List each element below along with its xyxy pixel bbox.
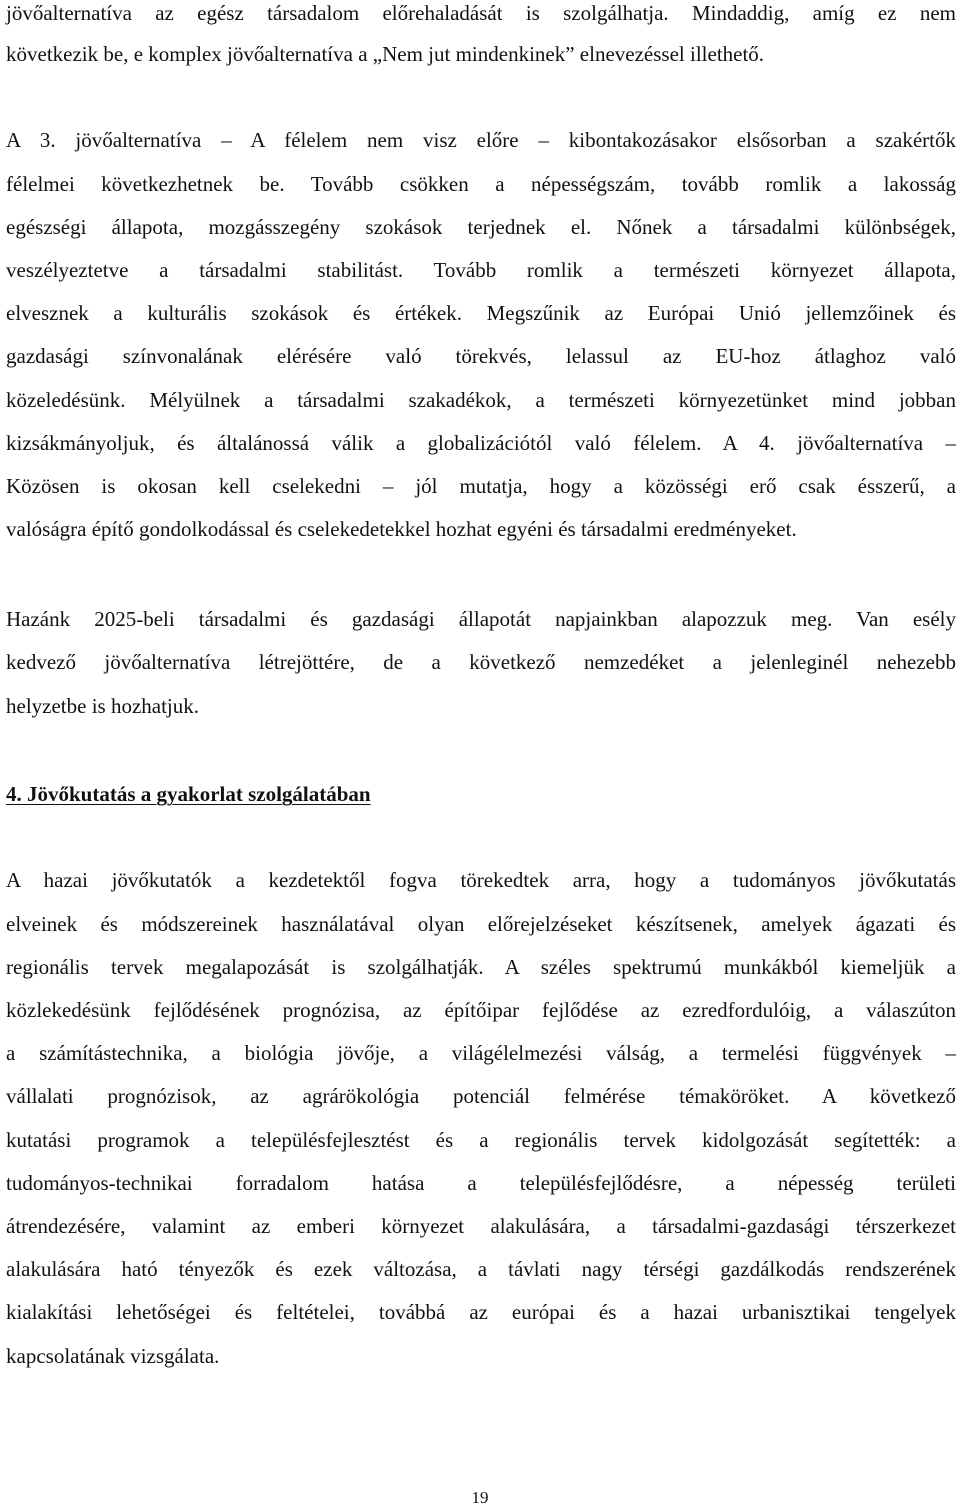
- text-line: veszélyeztetve a társadalmi stabilitást. Tovább romlik a természeti környezet állapota,: [6, 258, 956, 282]
- text-line: következik be, e komplex jövőalternatíva a „Nem jut mindenkinek” elnevezéssel illethető.: [6, 42, 765, 66]
- text-line: gazdasági színvonalának elérésére való törekvés, lelassul az EU-hoz átlaghoz való: [6, 344, 956, 368]
- text-line: egészségi állapota, mozgásszegény szokások terjednek el. Nőnek a társadalmi különbségek,: [6, 215, 956, 239]
- text-line: kizsákmányoljuk, és általánossá válik a globalizációtól való félelem. A 4. jövőalternatíva –: [6, 431, 956, 455]
- text-line: elvesznek a kulturális szokások és értékek. Megszűnik az Európai Unió jellemzőinek és: [6, 301, 956, 325]
- text-line: A hazai jövőkutatók a kezdetektől fogva törekedtek arra, hogy a tudományos jövőkutatás: [6, 868, 956, 892]
- text-line: elveinek és módszereinek használatával olyan előrejelzéseket készítsenek, amelyek ágazati és: [6, 912, 956, 936]
- text-line: tudományos-technikai forradalom hatása a településfejlődésre, a népesség területi: [6, 1171, 956, 1195]
- text-line: átrendezésére, valamint az emberi környezet alakulására, a társadalmi-gazdasági térszerkezet: [6, 1214, 956, 1238]
- section-heading: 4. Jövőkutatás a gyakorlat szolgálatában: [6, 782, 371, 806]
- text-line: Hazánk 2025-beli társadalmi és gazdasági állapotát napjainkban alapozzuk meg. Van esély: [6, 607, 956, 631]
- text-line: kapcsolatának vizsgálata.: [6, 1344, 220, 1368]
- text-line: valóságra építő gondolkodással és cselekedetekkel hozhat egyéni és társadalmi eredményeket.: [6, 517, 797, 541]
- text-line: kedvező jövőalternatíva létrejöttére, de a következő nemzedéket a jelenleginél nehezebb: [6, 650, 956, 674]
- text-line: közeledésünk. Mélyülnek a társadalmi szakadékok, a természeti környezetünket mind jobban: [6, 388, 956, 412]
- page-number: 19: [471, 1488, 489, 1507]
- text-line: közlekedésünk fejlődésének prognózisa, az építőipar fejlődése az ezredfordulóig, a válaszúton: [6, 998, 956, 1022]
- text-line: regionális tervek megalapozását is szolgálhatják. A széles spektrumú munkákból kiemeljük a: [6, 955, 956, 979]
- text-line: Közösen is okosan kell cselekedni – jól mutatja, hogy a közösségi erő csak ésszerű, a: [6, 474, 956, 498]
- text-line: jövőalternatíva az egész társadalom előrehaladását is szolgálhatja. Mindaddig, amíg ez nem: [6, 1, 956, 25]
- text-line: alakulására ható tényezők és ezek változása, a távlati nagy térségi gazdálkodás rendszerének: [6, 1257, 956, 1281]
- text-line: kutatási programok a településfejlesztést és a regionális tervek kidolgozását segítették: a: [6, 1128, 956, 1152]
- text-line: félelmei következhetnek be. Tovább csökken a népességszám, tovább romlik a lakosság: [6, 172, 956, 196]
- text-line: A 3. jövőalternatíva – A félelem nem visz előre – kibontakozásakor elsősorban a szakértők: [6, 128, 956, 152]
- text-line: helyzetbe is hozhatjuk.: [6, 694, 200, 718]
- text-line: a számítástechnika, a biológia jövője, a világélelmezési válság, a termelési függvények –: [6, 1041, 956, 1065]
- text-line: vállalati prognózisok, az agrárökológia potenciál felmérése témaköröket. A következő: [6, 1084, 956, 1108]
- text-line: kialakítási lehetőségei és feltételei, továbbá az európai és a hazai urbanisztikai tengelyek: [6, 1300, 956, 1324]
